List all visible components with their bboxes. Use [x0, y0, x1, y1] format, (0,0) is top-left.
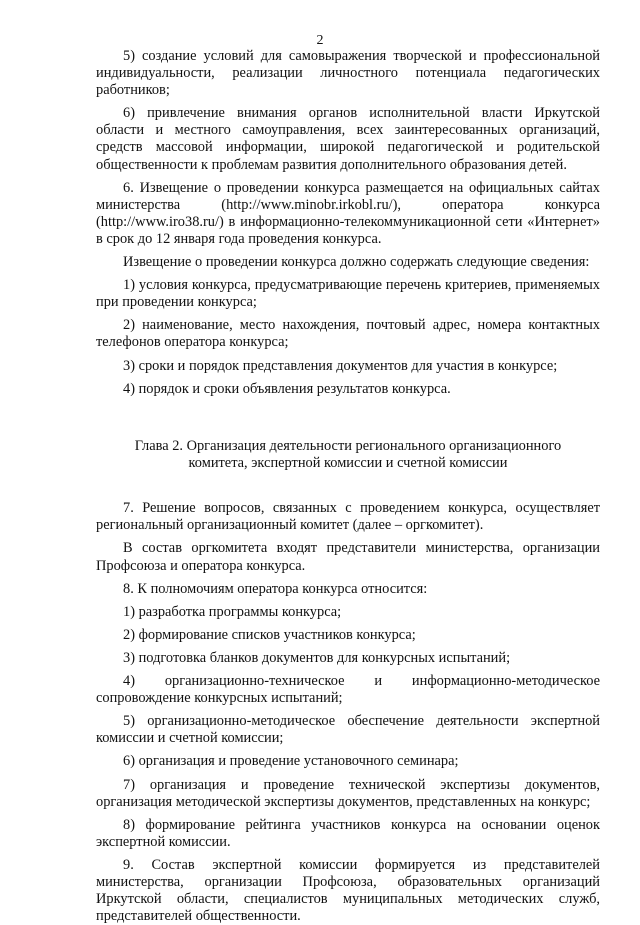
paragraph: 5) создание условий для самовыражения творческой и профессиональной индивидуальности, реализации личностного потенциала педагогических работников; [96, 48, 600, 99]
paragraph: 1) разработка программы конкурса; [123, 603, 342, 620]
paragraph: 6) привлечение внимания органов исполнительной власти Иркутской области и местного самоуправления, всех заинтересованных организаций, средств массовой информации, широкой педагогической и родительской общественности к проблемам развития дополнительного образования детей. [96, 105, 600, 173]
paragraph: 6) организация и проведение установочного семинара; [123, 753, 459, 770]
paragraph: 9. Состав экспертной комиссии формируется из представителей министерства, организации Профсоюза, образовательных организаций Иркутской области, специалистов муниципальных методических служб, представителей общественности. [96, 856, 600, 925]
paragraph: В состав оргкомитета входят представители министерства, организации Профсоюза и оператора конкурса. [96, 540, 600, 574]
paragraph: 4) организационно-техническое и информационно-методическое сопровождение конкурсных испытаний; [96, 673, 600, 707]
paragraph: 7) организация и проведение технической экспертизы документов, организация методической экспертизы документов, представленных на конкурс; [96, 776, 600, 810]
paragraph: 2) формирование списков участников конкурса; [123, 626, 416, 643]
paragraph: 6. Извещение о проведении конкурса размещается на официальных сайтах министерства (http://www.minobr.irkobl.ru/), оператора конкурса (http://www.iro38.ru/) в информационно-телекоммуникационной сети «Интернет» в срок до 12 января года проведения конкурса. [96, 179, 600, 247]
paragraph: 3) сроки и порядок представления документов для участия в конкурсе; [123, 357, 558, 374]
paragraph: 4) порядок и сроки объявления результатов конкурса. [123, 380, 451, 397]
paragraph: 1) условия конкурса, предусматривающие перечень критериев, применяемых при проведении конкурса; [96, 277, 600, 311]
document-body [96, 48, 600, 925]
chapter-heading-line: комитета, экспертной комиссии и счетной комиссии [188, 454, 508, 471]
paragraph: 2) наименование, место нахождения, почтовый адрес, номера контактных телефонов оператора конкурса; [96, 317, 600, 351]
paragraph: 5) организационно-методическое обеспечение деятельности экспертной комиссии и счетной комиссии; [96, 713, 600, 747]
paragraph: Извещение о проведении конкурса должно содержать следующие сведения: [123, 254, 590, 271]
paragraph: 7. Решение вопросов, связанных с проведением конкурса, осуществляет региональный организационный комитет (далее – оргкомитет). [96, 500, 600, 534]
paragraph: 8. К полномочиям оператора конкурса относится: [123, 580, 428, 597]
paragraph: 3) подготовка бланков документов для конкурсных испытаний; [123, 649, 511, 666]
paragraph: 8) формирование рейтинга участников конкурса на основании оценок экспертной комиссии. [96, 816, 600, 850]
chapter-heading [96, 438, 600, 473]
chapter-heading-line: Глава 2. Организация деятельности регионального организационного [134, 437, 562, 454]
page-number: 2 [316, 33, 324, 48]
